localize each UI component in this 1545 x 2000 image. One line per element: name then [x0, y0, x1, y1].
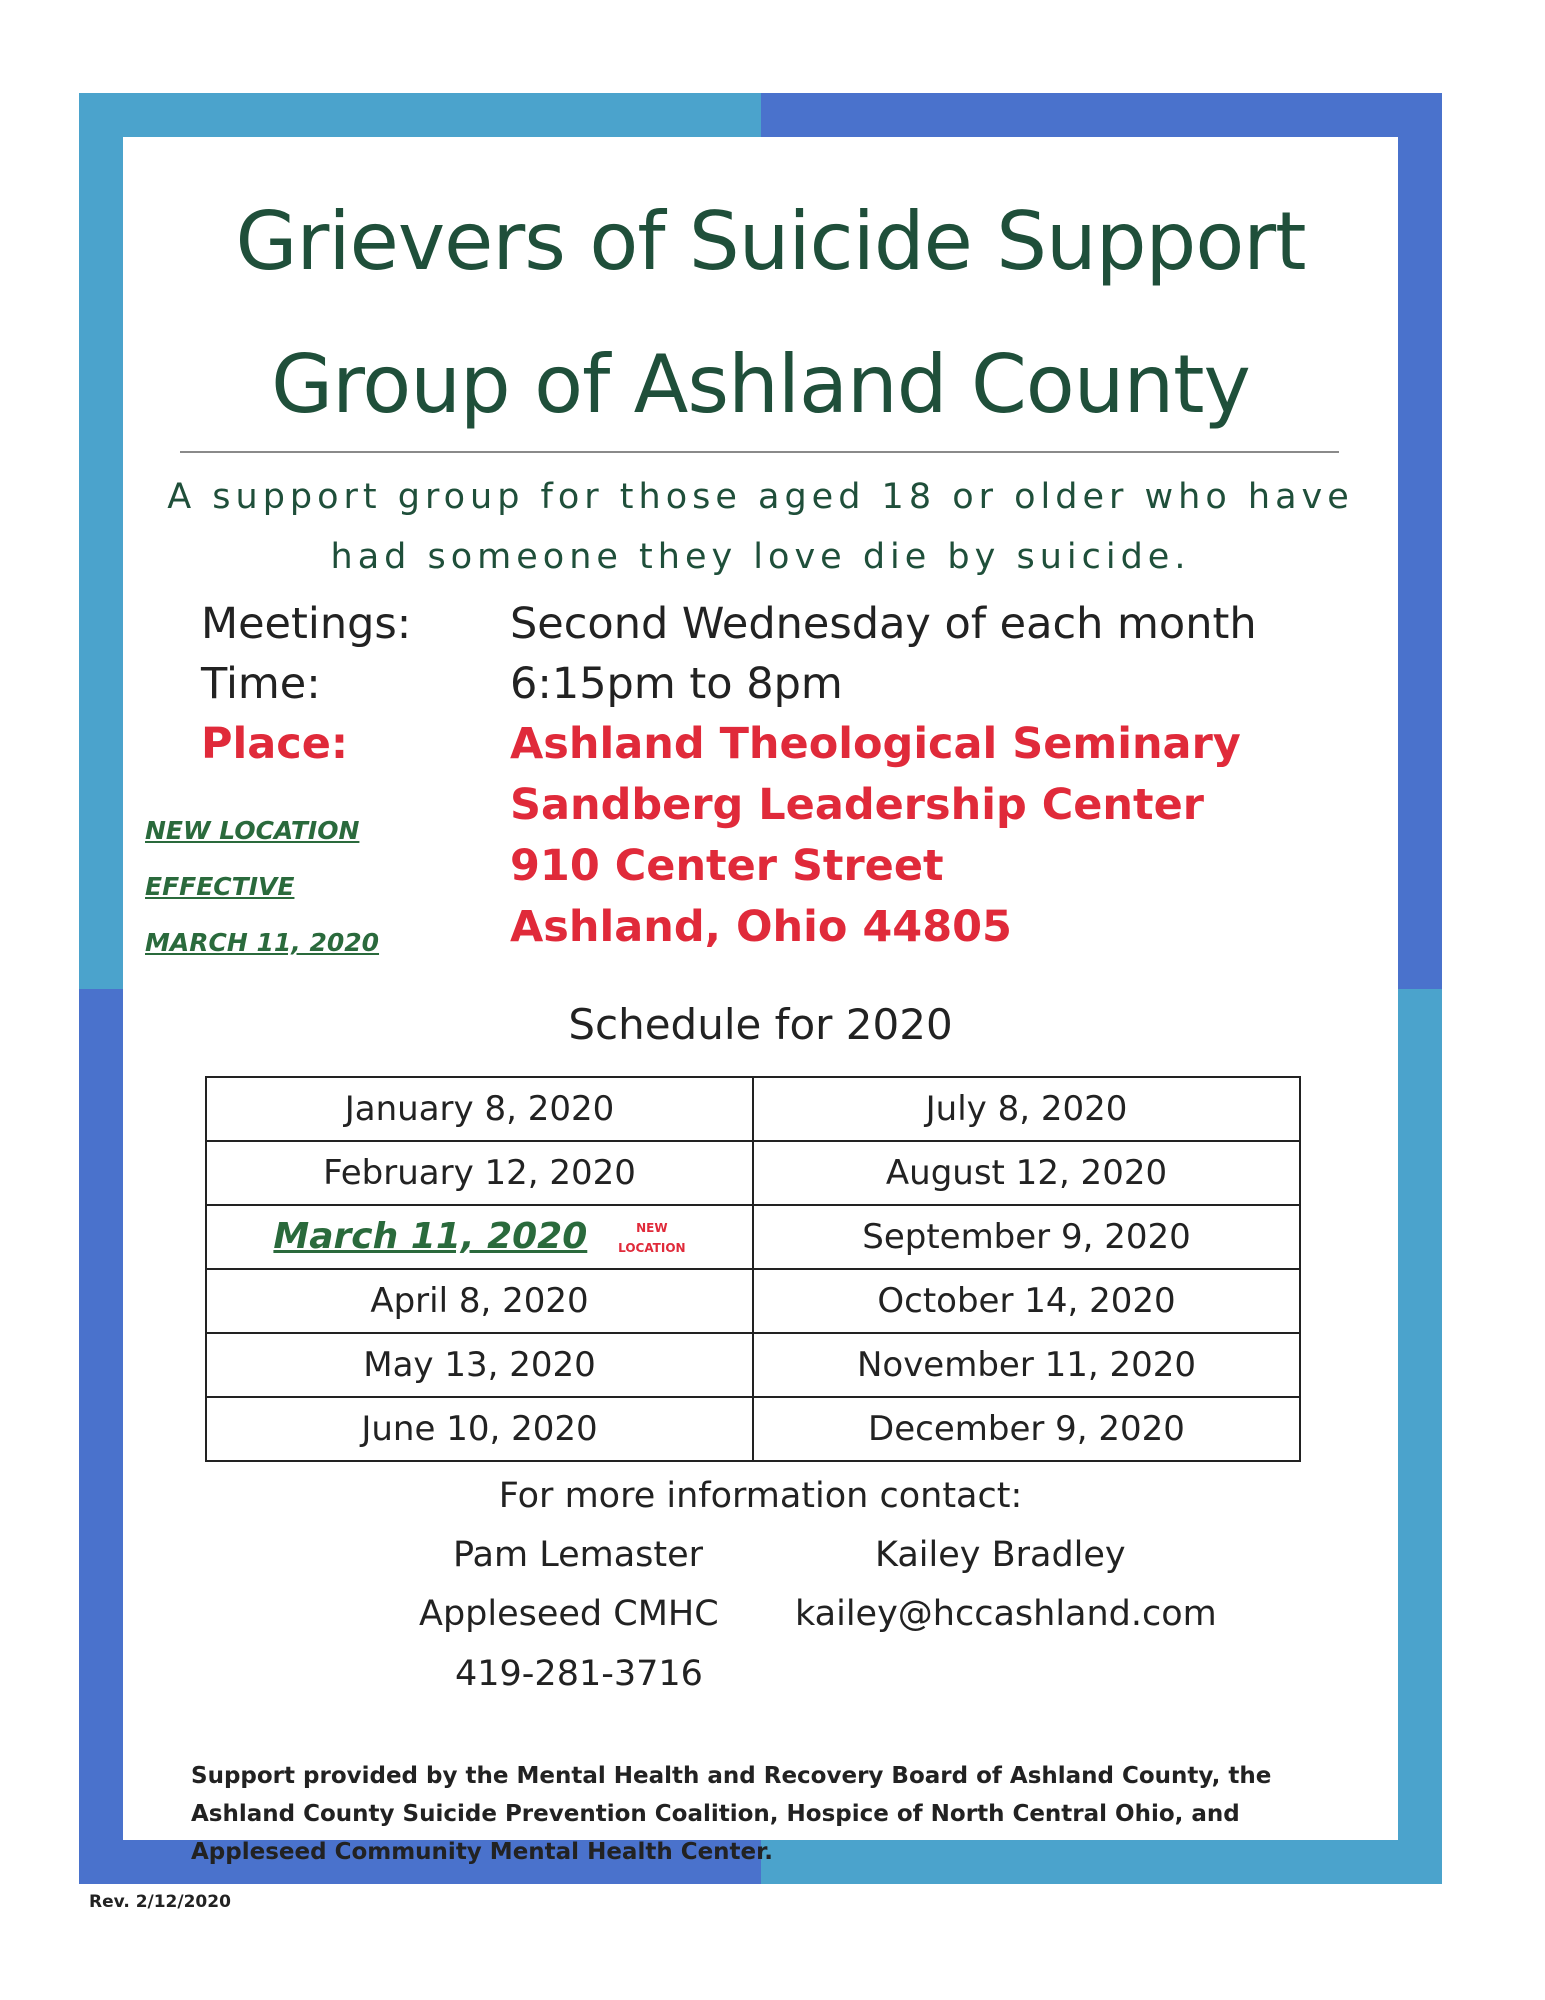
time-label: Time: [201, 659, 321, 709]
place-label: Place: [201, 719, 349, 769]
place-line-1: Ashland Theological Seminary [510, 719, 1241, 769]
revision-date: Rev. 2/12/2020 [89, 1892, 231, 1912]
schedule-date: February 12, 2020 [206, 1141, 753, 1205]
schedule-date-new-location [206, 1205, 753, 1269]
frame-band-left-bottom [79, 989, 123, 1884]
table-row [206, 1333, 1300, 1397]
new-location-tag [618, 1218, 685, 1258]
title-line-2: Group of Ashland County [271, 338, 1250, 431]
new-location-tag-line-2: LOCATION [618, 1241, 686, 1256]
table-row [206, 1269, 1300, 1333]
title-line-1: Grievers of Suicide Support [235, 195, 1306, 288]
meetings-label: Meetings: [201, 599, 412, 649]
march-date: March 11, 2020 [273, 1215, 588, 1257]
frame-band-right-bottom [1398, 989, 1442, 1884]
schedule-table [205, 1076, 1301, 1462]
contact-2-email[interactable]: kailey@hccashland.com [795, 1594, 1217, 1634]
new-location-note-line-2: EFFECTIVE [145, 872, 295, 901]
meetings-value: Second Wednesday of each month [510, 599, 1257, 649]
frame-band-top-right [761, 93, 1442, 137]
time-value: 6:15pm to 8pm [510, 659, 843, 709]
flyer-frame [79, 93, 1442, 1884]
contact-heading: For more information contact: [498, 1476, 1023, 1516]
place-line-4: Ashland, Ohio 44805 [510, 902, 1012, 952]
title-divider [180, 451, 1339, 453]
schedule-date: December 9, 2020 [753, 1397, 1300, 1461]
schedule-date: November 11, 2020 [753, 1333, 1300, 1397]
place-line-3: 910 Center Street [510, 841, 944, 891]
subtitle-line-1: A support group for those aged 18 or older who have [167, 477, 1354, 517]
schedule-date: September 9, 2020 [753, 1205, 1300, 1269]
schedule-date: October 14, 2020 [753, 1269, 1300, 1333]
flyer-content [123, 137, 1398, 1865]
table-row [206, 1205, 1300, 1269]
schedule-heading: Schedule for 2020 [568, 1000, 953, 1049]
new-location-tag-line-1: NEW [636, 1221, 668, 1236]
frame-band-right-top [1398, 93, 1442, 989]
table-row [206, 1141, 1300, 1205]
table-row [206, 1077, 1300, 1141]
subtitle-line-2: had someone they love die by suicide. [330, 537, 1191, 577]
contact-1-name: Pam Lemaster [453, 1535, 704, 1575]
table-row [206, 1397, 1300, 1461]
schedule-date: April 8, 2020 [206, 1269, 753, 1333]
schedule-date: July 8, 2020 [753, 1077, 1300, 1141]
place-line-2: Sandberg Leadership Center [510, 780, 1204, 830]
schedule-date: May 13, 2020 [206, 1333, 753, 1397]
frame-band-top-left [79, 93, 761, 137]
contact-1-org: Appleseed CMHC [419, 1594, 719, 1634]
new-location-note-line-1: NEW LOCATION [145, 816, 360, 845]
schedule-date: August 12, 2020 [753, 1141, 1300, 1205]
support-footer: Support provided by the Mental Health and Recovery Board of Ashland County, the Ashland County Suicide Prevention Coalition, Hospice of North Central Ohio, and Appleseed Community Mental Health Center. [191, 1763, 1272, 1865]
frame-band-left-top [79, 93, 123, 989]
new-location-note-line-3: MARCH 11, 2020 [145, 928, 380, 957]
contact-2-name: Kailey Bradley [875, 1535, 1126, 1575]
schedule-date: June 10, 2020 [206, 1397, 753, 1461]
contact-1-phone: 419-281-3716 [455, 1654, 703, 1694]
schedule-date: January 8, 2020 [206, 1077, 753, 1141]
